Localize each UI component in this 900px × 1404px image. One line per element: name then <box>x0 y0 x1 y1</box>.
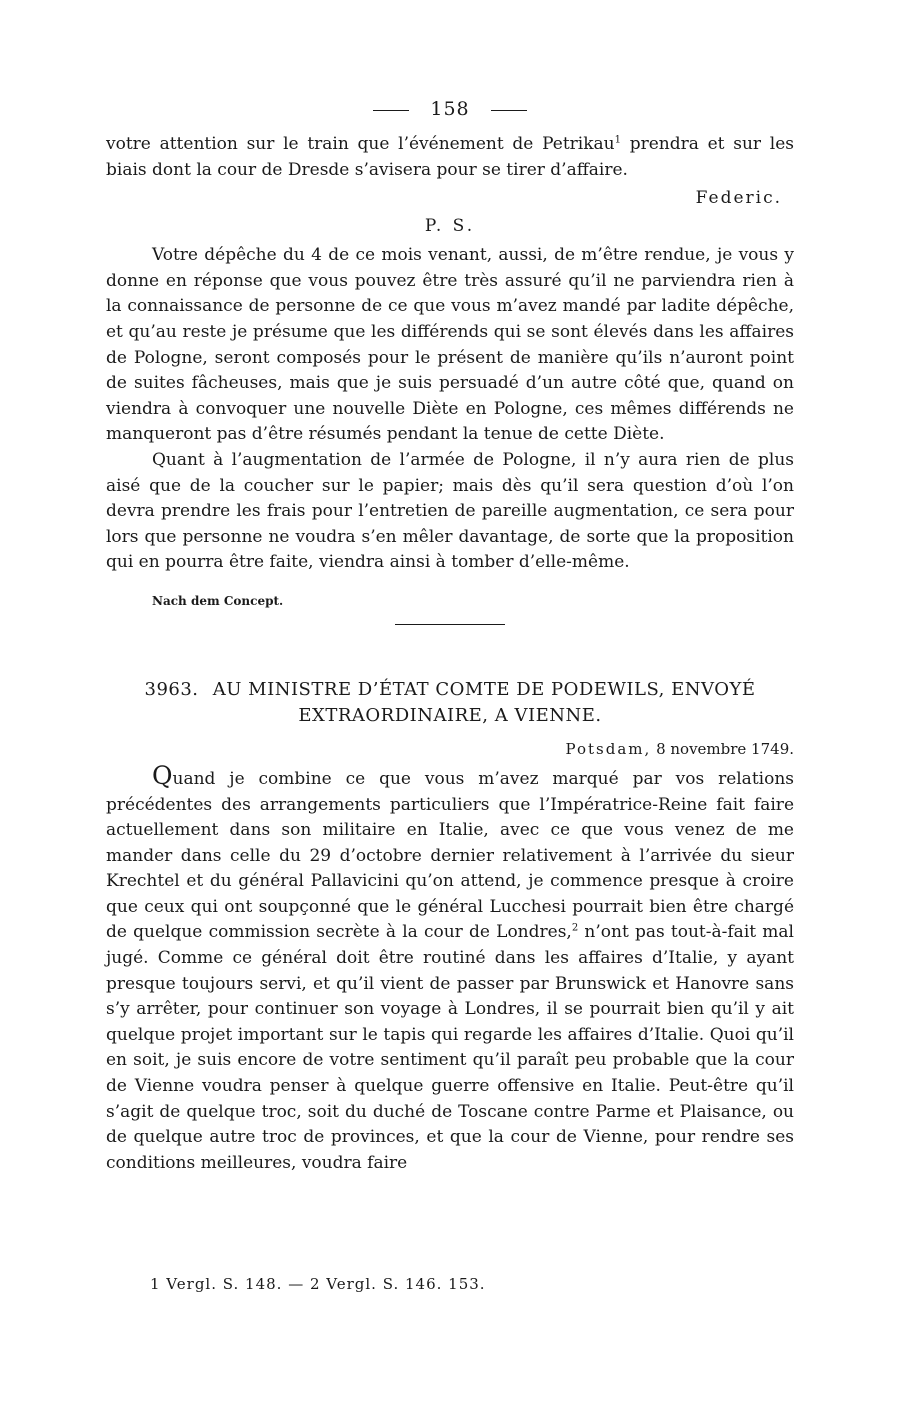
letter-body-2: n’ont pas tout-à-fait mal jugé. Comme ce général doit être routiné dans les affaires d’Italie, y ayant presque toujours servi, et qu’il vient de passer par Brunswick et Hanovre sans s’y arrêter, pour continuer son voyage à Londres, il se pourrait bien qu’il y ait quelque projet important sur le tapis qui regarde les affaires d’Italie. Quoi qu’il en soit, je suis encore de votre sentiment qu’il paraît peu probable que la cour de Vienne voudra penser à quelque guerre offensive en Italie. Peut-être qu’il s’agit de quelque troc, soit du duché de Toscane contre Parme et Plaisance, ou de quelque autre troc de provinces, et que la cour de Vienne, pour rendre ses conditions meilleures, voudra faire <box>106 922 794 1173</box>
letter-heading <box>106 677 794 729</box>
dateline-place: Potsdam, <box>565 739 652 758</box>
letter-body-1: uand je combine ce que vous m’avez marqué par vos relations précédentes des arrangements particuliers que l’Impératrice-Reine fait faire actuellement dans son militaire en Italie, avec ce que vous venez de me mander dans celle du 29 d’octobre dernier relativement à l’arrivée du sieur Krechtel et du général Pallavicini qu’on attend, je commence presque à croire que ceux qui ont soupçonné que le général Lucchesi pourrait bien être chargé de quelque commission secrète à la cour de Londres, <box>106 768 794 943</box>
letter-title: AU MINISTRE D’ÉTAT COMTE DE PODEWILS, ENVOYÉ EXTRAORDINAIRE, A VIENNE. <box>212 678 756 726</box>
header-dash-left <box>373 110 409 111</box>
page-header <box>106 98 794 120</box>
dateline-date: 8 novembre 1749. <box>656 739 794 758</box>
footnote-ref-1: 1 <box>614 134 621 146</box>
intro-text-2: prendra et sur les biais dont la cour de Dresde s’avisera pour se tirer d’affaire. <box>106 134 794 180</box>
letter-number: 3963. <box>144 678 199 700</box>
dateline <box>106 735 794 763</box>
letter-body <box>106 760 794 1177</box>
page-content <box>106 98 794 1176</box>
page-number: 158 <box>430 98 470 120</box>
footnotes: 1 Vergl. S. 148. — 2 Vergl. S. 146. 153. <box>150 1275 486 1293</box>
ps-heading: P. S. <box>424 216 476 237</box>
ps-paragraph-2: Quant à l’augmentation de l’armée de Pologne, il n’y aura rien de plus aisé que de la coucher sur le papier; mais dès qu’il sera question d’où l’on devra prendre les frais pour l’entretien de pareille augmentation, ce sera pour lors que personne ne voudra s’en mêler davantage, de sorte que la proposition qui en pourra être faite, viendra ainsi à tomber d’elle-même. <box>106 449 794 573</box>
intro-paragraph <box>106 132 794 183</box>
signature: Federic. <box>695 188 782 209</box>
drop-cap: Q <box>152 760 173 790</box>
footnote-ref-2: 2 <box>571 922 579 934</box>
header-dash-right <box>491 110 527 111</box>
ps-paragraph-1: Votre dépêche du 4 de ce mois venant, aussi, de m’être rendue, je vous y donne en réponse que vous pouvez être très assuré qu’il ne parviendra rien à la connaissance de personne de ce que vous m’avez mandé par ladite dépêche, et qu’au reste je présume que les différends qui se sont élevés dans les affaires de Pologne, seront composés pour le présent de manière qu’ils n’auront point de suites fâcheuses, mais que je suis persuadé d’un autre côté que, quand on viendra à convoquer une nouvelle Diète en Pologne, ces mêmes différends ne manqueront pas d’être résumés pendant la tenue de cette Diète. <box>106 245 794 445</box>
source-note: Nach dem Concept. <box>152 593 284 608</box>
section-divider <box>395 624 505 625</box>
intro-text-1: votre attention sur le train que l’événement de Petrikau <box>106 134 615 154</box>
